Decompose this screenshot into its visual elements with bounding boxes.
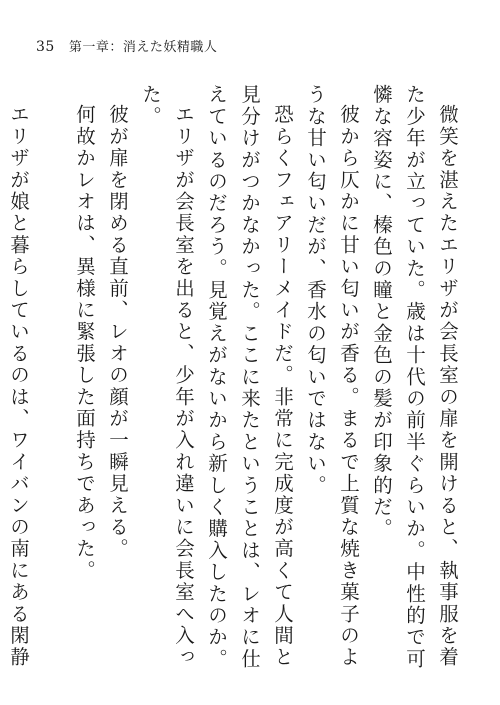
paragraph: エリザが会長室を出ると、少年が入れ違いに会長室へ入った。: [139, 84, 195, 668]
section-break: [35, 84, 68, 674]
vertical-text-body: [7, 84, 464, 674]
paragraph: 恐らくフェアリーメイドだ。非常に完成度が高くて人間と見分けがつかなかった。ここに来たということは、レオに仕えているのだろう。見覚えがないから新しく購入したのか。: [205, 84, 294, 670]
paragraph: 微笑を湛えたエリザが会長室の扉を開けると、執事服を着た少年が立っていた。歳は十代の前半ぐらいか。中性的で可憐な容姿に、榛色の瞳と金色の髪が印象的だ。: [370, 84, 459, 670]
paragraph: 何故かレオは、異様に緊張した面持ちであった。: [73, 103, 96, 581]
page-header: [36, 36, 217, 55]
paragraph: 彼から仄かに甘い匂いが香る。まるで上質な焼き菓子のような甘い匂いだが、香水の匂いではない。: [304, 84, 360, 668]
chapter-title: 第一章：消えた妖精職人: [68, 40, 218, 55]
paragraph: エリザが娘と暮らしているのは、ワイバンの南にある閑静: [7, 103, 30, 668]
paragraph: 彼が扉を閉める直前、レオの顔が一瞬見える。: [106, 103, 129, 560]
page-number: 35: [36, 39, 55, 55]
